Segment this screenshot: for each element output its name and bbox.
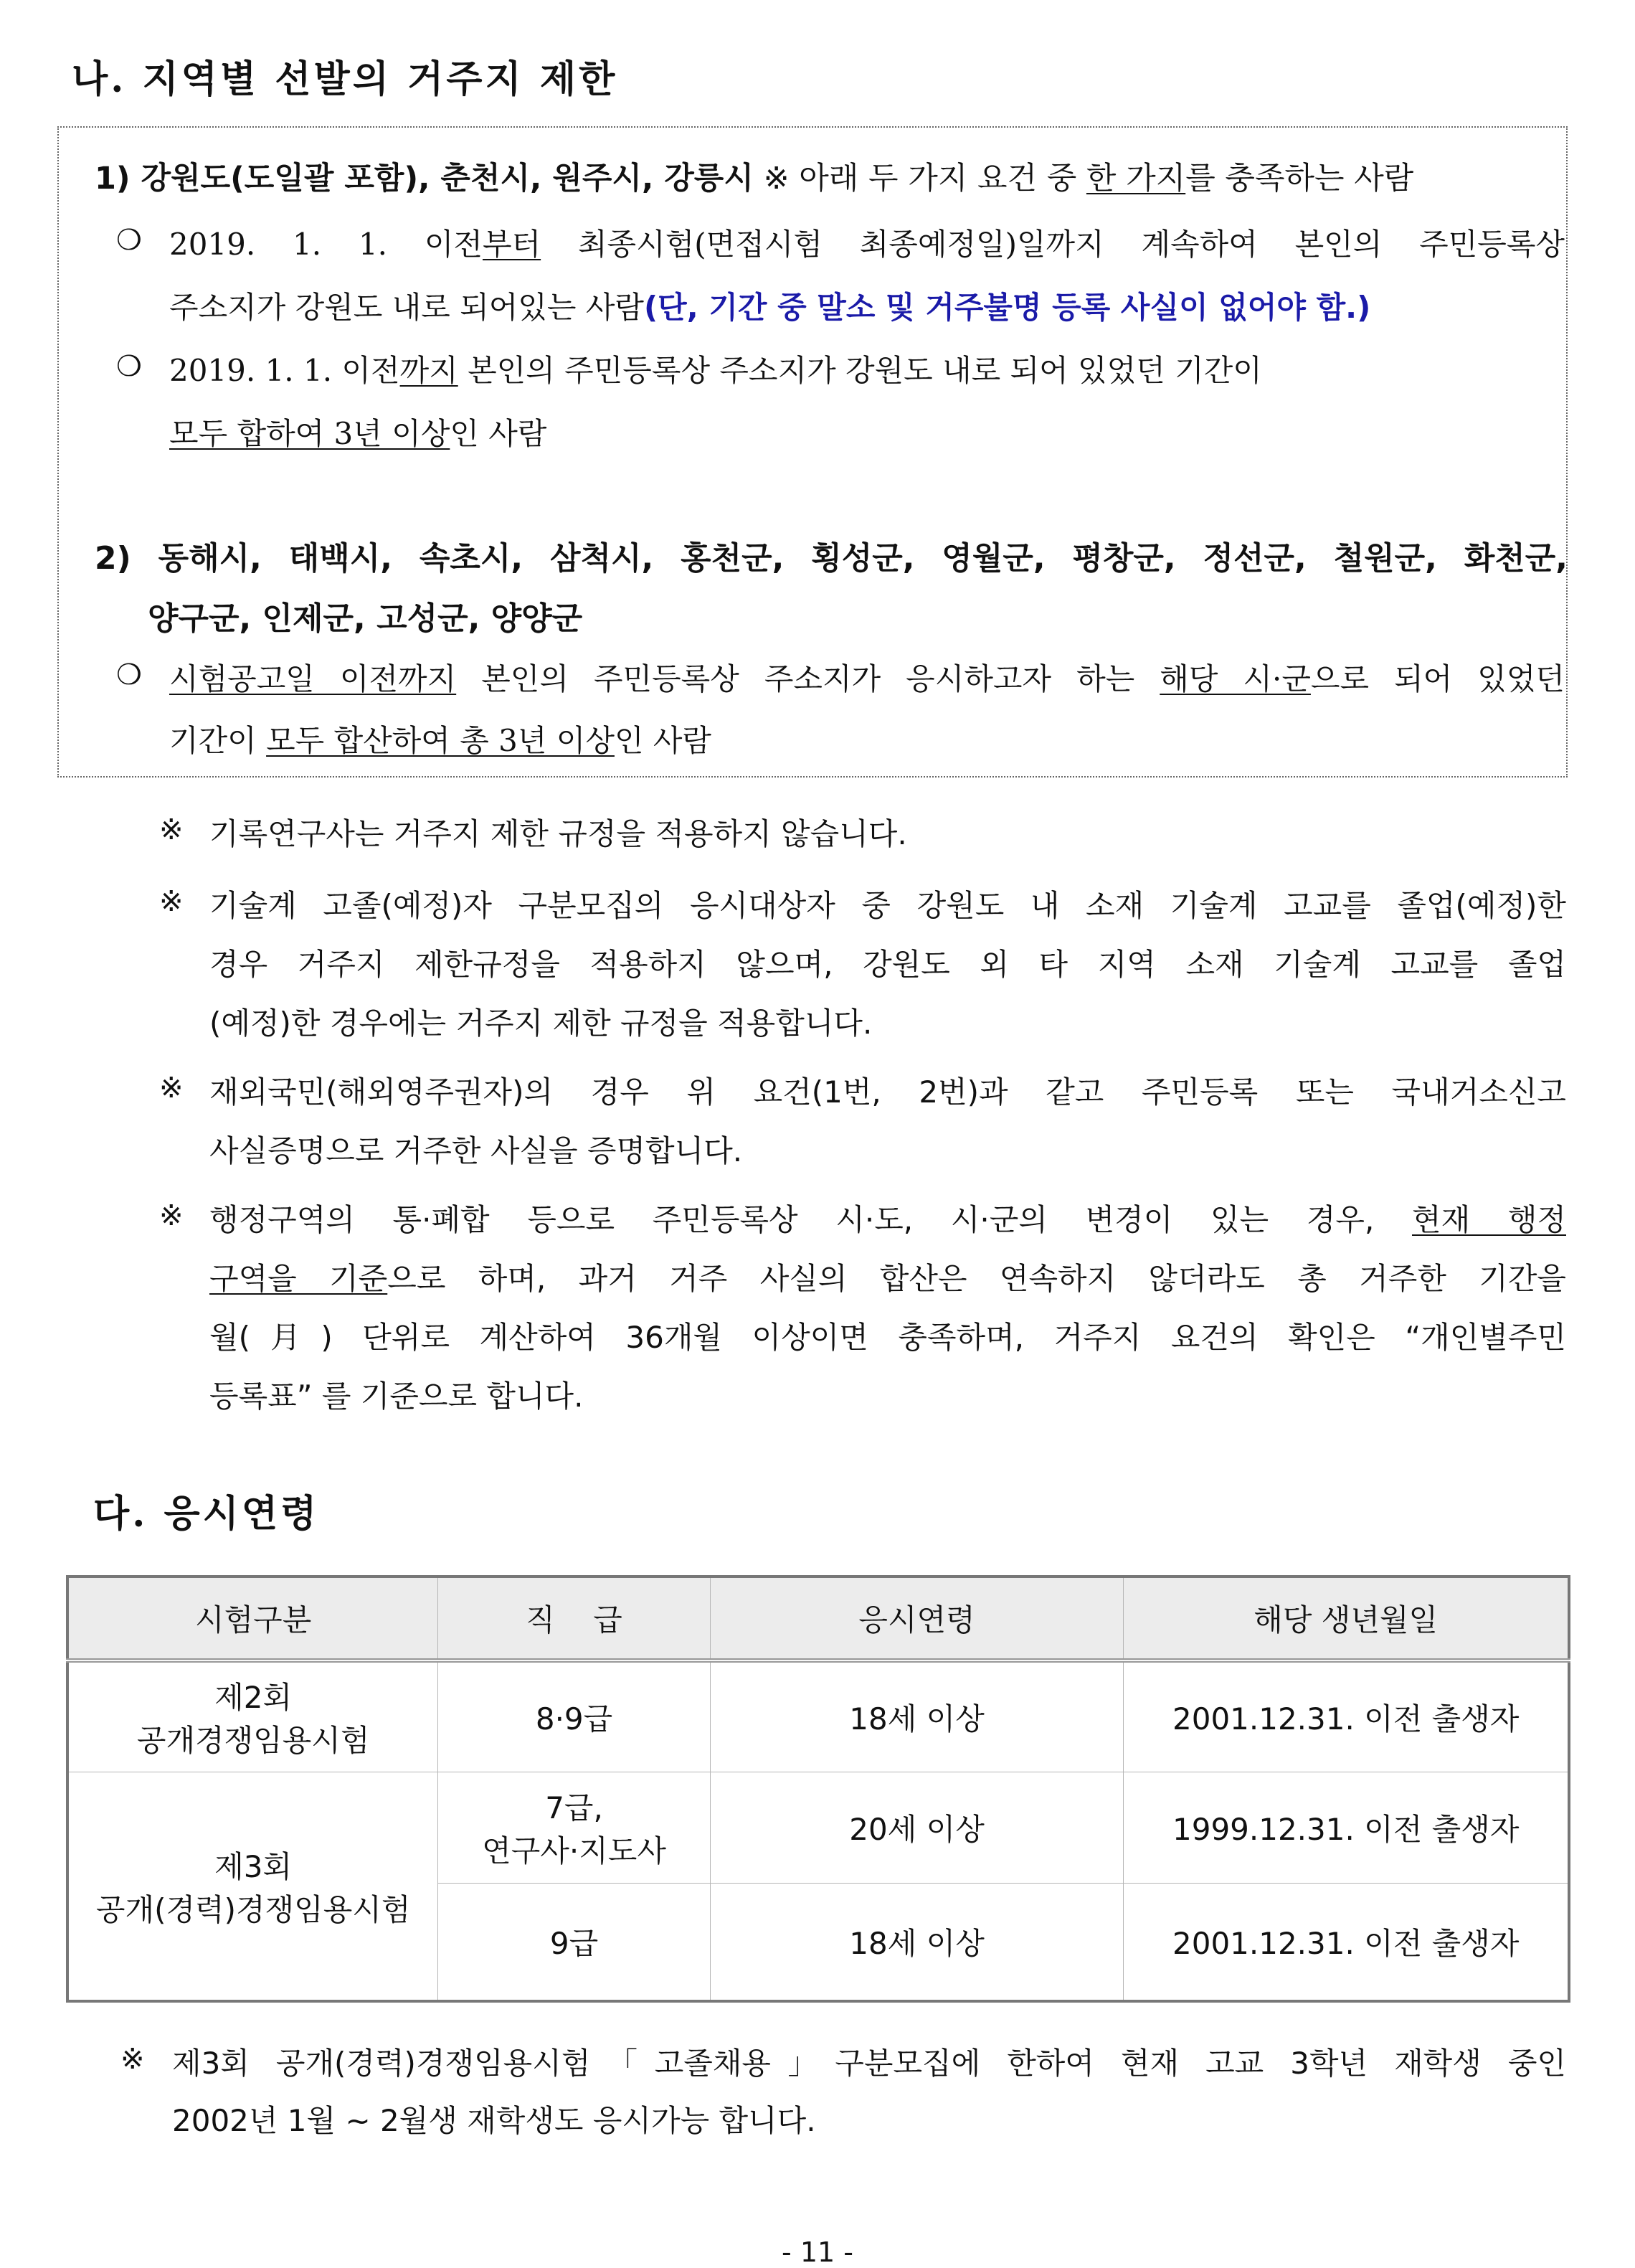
page-number: - 11 - [782,2236,853,2268]
item2-heading-line2: 양구군, 인제군, 고성군, 양양군 [148,600,583,637]
age-note-line1: 제3회 공개(경력)경쟁임용시험「고졸채용」구분모집에 한하여 현재 고교 3학년 재학생 중인 [172,2046,1566,2081]
header-birthdate: 해당 생년월일 [1124,1577,1569,1660]
table-row [67,1660,1569,1772]
note-mark: ※ [159,813,184,846]
note-admin-line2: 구역을 기준으로 하며, 과거 거주 사실의 합산은 연속하지 않더라도 총 거주한 기간을 [209,1261,1566,1296]
note-tech-line3: (예정)한 경우에는 거주지 제한 규정을 적용합니다. [209,1006,873,1041]
cell-birthdate: 1999.12.31. 이전 출생자 [1124,1772,1569,1884]
note-tech-line2: 경우 거주지 제한규정을 적용하지 않으며, 강원도 외 타 지역 소재 기술계 고교를 졸업 [209,947,1566,982]
section-title-age: 다. 응시연령 [93,1492,320,1536]
cell-age: 18세 이상 [710,1884,1124,2002]
bullet-circle-icon: ❍ [116,350,142,383]
item2-heading-line1: 2) 동해시, 태백시, 속초시, 삼척시, 홍천군, 횡성군, 영월군, 평창군, 정선군, 철원군, 화천군, [95,540,1568,577]
bullet-circle-icon: ❍ [116,658,142,691]
age-requirements-table [66,1575,1570,2003]
cell-grade: 8·9급 [438,1660,710,1772]
section-title-residence: 나. 지역별 선발의 거주지 제한 [72,57,618,101]
bullet-circle-icon: ❍ [116,224,142,257]
cell-grade: 7급, 연구사·지도사 [438,1772,710,1884]
item1-heading: 1) 강원도(도일괄 포함), 춘천시, 원주시, 강릉시 ※ 아래 두 가지 요건 중 한 가지를 충족하는 사람 [95,161,1414,197]
note-admin-line4: 등록표” 를 기준으로 합니다. [209,1379,584,1414]
note-mark: ※ [120,2043,145,2076]
header-grade: 직 급 [438,1577,710,1660]
note-overseas-line1: 재외국민(해외영주권자)의 경우 위 요건(1번, 2번)과 같고 주민등록 또는 국내거소신고 [209,1074,1566,1110]
item2-bullet1-line1: 시험공고일 이전까지 본인의 주민등록상 주소지가 응시하고자 하는 해당 시·군으로 되어 있었던 [169,661,1565,696]
table-header-row [67,1577,1569,1660]
item2-bullet1-line2: 기간이 모두 합산하여 총 3년 이상인 사람 [169,723,712,758]
note-mark: ※ [159,885,184,918]
cell-age: 18세 이상 [710,1660,1124,1772]
item1-bullet1-line1: 2019. 1. 1. 이전부터 최종시험(면접시험 최종예정일)일까지 계속하여 본인의 주민등록상 [169,227,1565,262]
note-overseas-line2: 사실증명으로 거주한 사실을 증명합니다. [209,1133,743,1168]
age-note-line2: 2002년 1월 ~ 2월생 재학생도 응시가능 합니다. [172,2103,816,2138]
cell-grade: 9급 [438,1884,710,2002]
cell-exam-type: 제3회 공개(경력)경쟁임용시험 [67,1772,438,2002]
cell-birthdate: 2001.12.31. 이전 출생자 [1124,1884,1569,2002]
cell-age: 20세 이상 [710,1772,1124,1884]
note-mark: ※ [159,1072,184,1105]
note-admin-line1: 행정구역의 통·폐합 등으로 주민등록상 시·도, 시·군의 변경이 있는 경우, 현재 행정 [209,1202,1566,1237]
item1-bullet2-line2: 모두 합하여 3년 이상인 사람 [169,416,547,451]
item1-bullet1-line2: 주소지가 강원도 내로 되어있는 사람(단, 기간 중 말소 및 거주불명 등록 사실이 없어야 함.) [169,290,1371,325]
item1-bullet2-line1: 2019. 1. 1. 이전까지 본인의 주민등록상 주소지가 강원도 내로 되어 있었던 기간이 [169,353,1262,388]
note-archivist: 기록연구사는 거주지 제한 규정을 적용하지 않습니다. [209,816,907,851]
note-mark: ※ [159,1199,184,1232]
note-admin-line3: 월(月) 단위로 계산하여 36개월 이상이면 충족하며, 거주지 요건의 확인은 “개인별주민 [209,1320,1566,1355]
header-age: 응시연령 [710,1577,1124,1660]
table-row [67,1772,1569,1884]
cell-birthdate: 2001.12.31. 이전 출생자 [1124,1660,1569,1772]
note-tech-line1: 기술계 고졸(예정)자 구분모집의 응시대상자 중 강원도 내 소재 기술계 고교를 졸업(예정)한 [209,888,1566,923]
cell-exam-type: 제2회 공개경쟁임용시험 [67,1660,438,1772]
header-exam-type: 시험구분 [67,1577,438,1660]
